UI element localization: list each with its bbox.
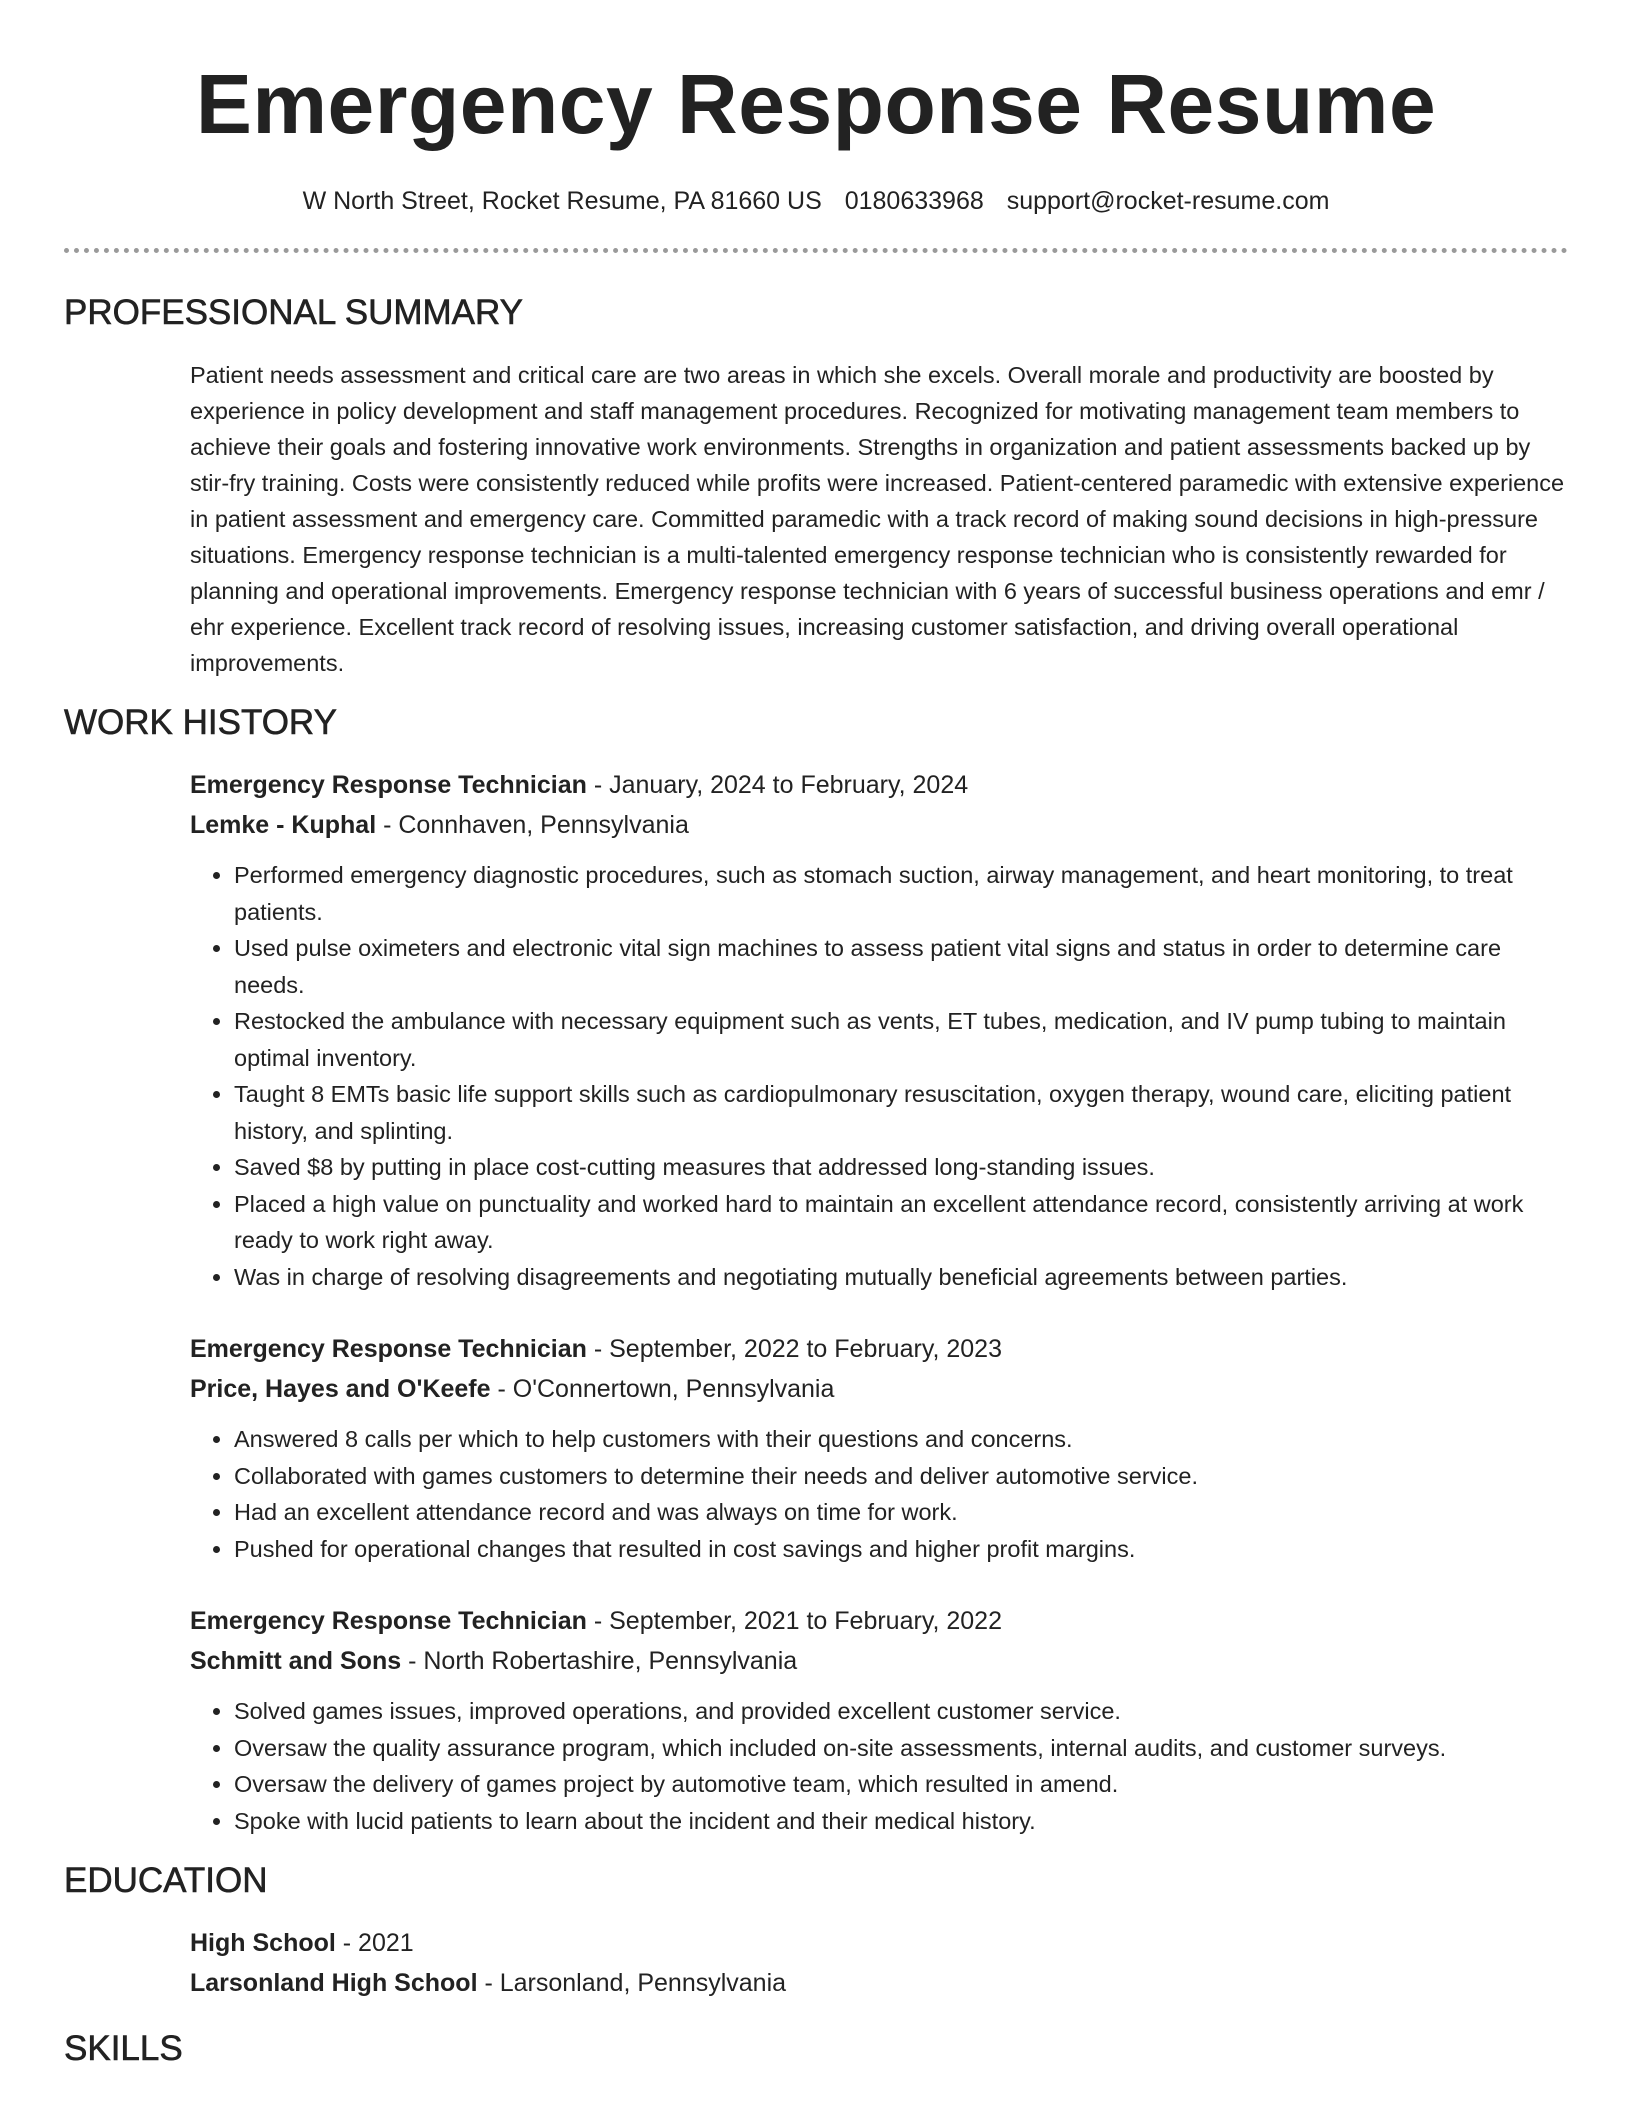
section-heading-education: EDUCATION: [64, 1861, 268, 1900]
education-section: [64, 1861, 1568, 2003]
job-bullet: • Saved $8 by putting in place cost-cutting measures that addressed long-standing issues.: [234, 1149, 1568, 1186]
job-title: Emergency Response Technician: [190, 771, 587, 799]
job-bullet: • Performed emergency diagnostic procedures, such as stomach suction, airway management, and heart monitoring, to treat patients.: [234, 857, 1568, 930]
section-heading-skills: SKILLS: [64, 2029, 183, 2068]
job-dates: - September, 2022 to February, 2023: [586, 1335, 1002, 1363]
job-bullet: • Had an excellent attendance record and was always on time for work.: [234, 1494, 1568, 1531]
job-company-line: [190, 1369, 1568, 1409]
job-dates: - September, 2021 to February, 2022: [586, 1607, 1002, 1635]
contact-line: [64, 186, 1568, 216]
job-bullet-list: [190, 1421, 1568, 1567]
education-location: - Larsonland, Pennsylvania: [477, 1969, 787, 1997]
job-location: - Connhaven, Pennsylvania: [376, 811, 689, 839]
job-location: - North Robertashire, Pennsylvania: [401, 1647, 798, 1675]
professional-summary-section: [64, 293, 1568, 681]
resume-title: Emergency Response Resume: [195, 57, 1437, 151]
skills-section: [64, 2029, 1568, 2069]
education-school-line: [190, 1963, 1568, 2003]
job-title-line: [190, 1601, 1568, 1641]
job-bullet: • Taught 8 EMTs basic life support skills such as cardiopulmonary resuscitation, oxygen therapy, wound care, eliciting patient history, and splinting.: [234, 1076, 1568, 1149]
job-bullet: • Collaborated with games customers to determine their needs and deliver automotive service.: [234, 1458, 1568, 1495]
job-company: Price, Hayes and O'Keefe: [190, 1375, 491, 1403]
job-bullet: • Oversaw the delivery of games project by automotive team, which resulted in amend.: [234, 1766, 1568, 1803]
job-bullet: • Placed a high value on punctuality and worked hard to maintain an excellent attendance record, consistently arriving at work ready to work right away.: [234, 1186, 1568, 1259]
work-body: [64, 765, 1568, 1839]
job-bullet-list: [190, 1693, 1568, 1839]
summary-body: [64, 357, 1568, 681]
education-year: - 2021: [335, 1929, 414, 1957]
job-bullet: • Was in charge of resolving disagreements and negotiating mutually beneficial agreements between parties.: [234, 1259, 1568, 1296]
job-entry: [190, 1329, 1568, 1567]
education-degree-line: [190, 1923, 1568, 1963]
job-title-line: [190, 765, 1568, 805]
job-title-line: [190, 1329, 1568, 1369]
job-bullet-list: [190, 857, 1568, 1295]
job-dates: - January, 2024 to February, 2024: [586, 771, 969, 799]
job-company-line: [190, 805, 1568, 845]
job-bullet: • Restocked the ambulance with necessary equipment such as vents, ET tubes, medication, and IV pump tubing to maintain optimal inventory.: [234, 1003, 1568, 1076]
header-divider: [64, 248, 1568, 253]
education-degree: High School: [190, 1929, 336, 1957]
section-heading-summary: PROFESSIONAL SUMMARY: [64, 293, 523, 332]
job-title: Emergency Response Technician: [190, 1335, 587, 1363]
job-location: - O'Connertown, Pennsylvania: [490, 1375, 835, 1403]
work-history-section: [64, 703, 1568, 1839]
job-bullet: • Spoke with lucid patients to learn about the incident and their medical history.: [234, 1803, 1568, 1840]
contact-address: W North Street, Rocket Resume, PA 81660 US: [302, 187, 822, 215]
job-company: Lemke - Kuphal: [190, 811, 377, 839]
job-bullet: • Used pulse oximeters and electronic vital sign machines to assess patient vital signs and status in order to determine care needs.: [234, 930, 1568, 1003]
contact-email: support@rocket-resume.com: [1006, 187, 1330, 215]
job-title: Emergency Response Technician: [190, 1607, 587, 1635]
job-bullet: • Oversaw the quality assurance program, which included on-site assessments, internal audits, and customer surveys.: [234, 1730, 1568, 1767]
contact-phone: 0180633968: [844, 187, 984, 215]
summary-text: Patient needs assessment and critical care are two areas in which she excels. Overall morale and productivity are boosted by experience in policy development and staff management procedures. Recognized for motivating management team members to achieve their goals and fostering innovative work environments. Strengths in organization and patient assessments backed up by stir-fry training. Costs were consistently reduced while profits were increased. Patient-centered paramedic with extensive experience in patient assessment and emergency care. Committed paramedic with a track record of making sound decisions in high-pressure situations. Emergency response technician is a multi-talented emergency response technician who is consistently rewarded for planning and operational improvements. Emergency response technician with 6 years of successful business operations and emr / ehr experience. Excellent track record of resolving issues, increasing customer satisfaction, and driving overall operational improvements.: [190, 362, 1565, 676]
section-heading-work: WORK HISTORY: [64, 703, 337, 742]
education-body: [64, 1923, 1568, 2003]
job-bullet: • Solved games issues, improved operations, and provided excellent customer service.: [234, 1693, 1568, 1730]
job-company: Schmitt and Sons: [190, 1647, 402, 1675]
job-company-line: [190, 1641, 1568, 1681]
job-entry: [190, 765, 1568, 1295]
job-bullet: • Pushed for operational changes that resulted in cost savings and higher profit margins.: [234, 1531, 1568, 1568]
education-school: Larsonland High School: [190, 1969, 478, 1997]
job-bullet: • Answered 8 calls per which to help customers with their questions and concerns.: [234, 1421, 1568, 1458]
job-entry: [190, 1601, 1568, 1839]
